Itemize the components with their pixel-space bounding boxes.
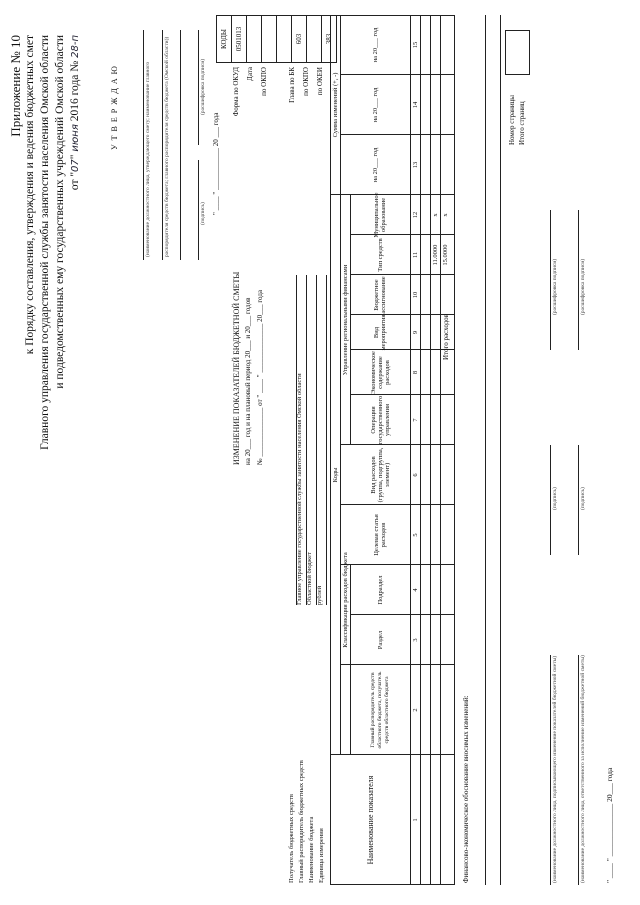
handwritten-day: 07 bbox=[70, 159, 81, 172]
doc-number: № ______________ от " ____ " ______________ 20___ года bbox=[256, 289, 264, 465]
col-sum-header: Сумма изменений (+, -) bbox=[331, 72, 339, 138]
num-10: 10 bbox=[411, 291, 419, 299]
codes-label-2: по ОКПО bbox=[260, 67, 268, 96]
col-podrazdel-header: Подраздел bbox=[376, 575, 384, 605]
sign-line bbox=[578, 445, 579, 555]
row-border bbox=[430, 15, 431, 885]
codes-value-1 bbox=[247, 16, 262, 63]
req-value-3: рублей bbox=[316, 585, 323, 605]
codes-label-5: по ОКПО bbox=[302, 67, 310, 96]
num-8: 8 bbox=[411, 370, 419, 375]
num-2: 2 bbox=[411, 708, 419, 712]
codes-value-5 bbox=[307, 16, 322, 63]
num-13: 13 bbox=[411, 161, 419, 169]
num-11: 11 bbox=[411, 251, 419, 259]
mun-row-2: х bbox=[441, 213, 449, 217]
codes-label-6: по ОКЕИ bbox=[316, 67, 324, 96]
col-operation-header: Операция государственного управления bbox=[369, 395, 391, 445]
num-14: 14 bbox=[411, 101, 419, 109]
num-6: 6 bbox=[411, 473, 419, 477]
col-name-header: Наименование показателя bbox=[365, 775, 375, 865]
codes-value-0: 0501013 bbox=[232, 16, 247, 63]
num-12: 12 bbox=[411, 211, 419, 219]
req-label-0: Получатель бюджетных средств bbox=[288, 794, 295, 883]
approval-line bbox=[180, 30, 181, 260]
req-line bbox=[296, 275, 297, 605]
appendix-line-1: к Порядку составления, утверждения и ведения бюджетных смет bbox=[24, 35, 36, 355]
mun-row-1: х bbox=[431, 213, 439, 217]
sign-caption-b: (подпись) bbox=[580, 487, 586, 510]
codes-value-3 bbox=[277, 16, 292, 63]
col-regional-header: Управление региональными финансами bbox=[341, 264, 349, 376]
page-number-label: Номер страницы bbox=[508, 94, 516, 145]
approval-line bbox=[162, 30, 163, 260]
means-row-2: 15.0000 bbox=[441, 244, 449, 266]
codes-value-6: 383 bbox=[322, 16, 337, 63]
num-4: 4 bbox=[411, 588, 419, 592]
codes-label-4: Глава по БК bbox=[288, 67, 296, 103]
codes-value-2 bbox=[262, 16, 277, 63]
sign-caption-2: (наименование должностного лица, ответственного за исполнение изменений бюджетной сметы) bbox=[580, 655, 586, 883]
codes-value-4: 603 bbox=[292, 16, 307, 63]
page-number-box bbox=[505, 30, 530, 75]
col-codes-header: Коды bbox=[331, 467, 339, 483]
col-year3-header: на 20___ год bbox=[371, 27, 379, 63]
num-3: 3 bbox=[411, 638, 419, 642]
col-event-header: Вид мероприятия bbox=[373, 314, 387, 351]
num-15: 15 bbox=[411, 41, 419, 49]
sign-line bbox=[550, 655, 551, 885]
col-year2-header: на 20___ год bbox=[371, 87, 379, 123]
req-value-2: Областной бюджет bbox=[306, 552, 313, 605]
codes-table bbox=[216, 15, 337, 63]
approval-caption-sign: (подпись) bbox=[200, 202, 206, 225]
num-7: 7 bbox=[411, 418, 419, 422]
justification-line bbox=[500, 15, 501, 885]
col-grbs-header: Главный распорядитель средств областного бюджета, получатель средств областного бюджета bbox=[369, 671, 390, 749]
req-label-3: Единица измерения bbox=[318, 828, 325, 883]
sign-caption-a: (подпись) bbox=[552, 487, 558, 510]
handwritten-number: 28-п bbox=[70, 35, 81, 58]
sign-line bbox=[550, 210, 551, 350]
footer-date: " ____ " ______________ 20___ года bbox=[605, 767, 614, 883]
approval-date: " ____ " ____________ 20 ___ года bbox=[212, 112, 220, 215]
appendix-title: Приложение № 10 bbox=[8, 35, 23, 137]
appendix-line-3: и подведомственных ему государственных учреждений Омской области bbox=[54, 35, 66, 389]
justification-line bbox=[485, 15, 486, 885]
approval-caption-decode: (расшифровка подписи) bbox=[200, 58, 206, 115]
col-means-header: Тип средств bbox=[376, 238, 384, 272]
codes-label-1: Дата bbox=[246, 67, 254, 81]
req-label-1: Главный распорядитель бюджетных средств bbox=[298, 760, 305, 883]
col-municipal-header: Муниципальное образование bbox=[373, 192, 387, 238]
req-line bbox=[326, 275, 327, 605]
codes-header: КОДЫ bbox=[217, 16, 232, 63]
sign-caption-1: (наименование должностного лица, подписывающего изменение показателей бюджетной сметы) bbox=[552, 655, 558, 883]
num-1: 1 bbox=[411, 818, 419, 822]
num-5: 5 bbox=[411, 533, 419, 537]
col-vid-header: Вид расходов (группа, подгруппа, элемент) bbox=[369, 447, 391, 503]
col-class-header: Классификация расходов бюджета bbox=[341, 552, 349, 648]
row-border bbox=[420, 15, 421, 885]
handwritten-month: июня bbox=[70, 124, 81, 152]
req-line bbox=[306, 275, 307, 605]
approval-caption-1: (наименование должностного лица, утверждающего смету; наименование главного bbox=[145, 61, 151, 257]
sign-line bbox=[578, 210, 579, 350]
col-year1-header: на 20___ год bbox=[371, 147, 379, 183]
col-target-header: Целевая статья расходов bbox=[373, 514, 387, 556]
appendix-line-2: Главного управления государственной службы занятости населения Омской области bbox=[39, 35, 51, 450]
decode-caption-b: (расшифровка подписи) bbox=[580, 258, 586, 315]
approval-caption-2: распорядителя средств бюджета; главного распорядителя средств бюджета (Омской области)) bbox=[164, 36, 170, 257]
sign-line bbox=[578, 655, 579, 885]
approval-title: У Т В Е Р Ж Д А Ю bbox=[110, 65, 119, 150]
appendix-line-4: от "07" июня 2016 года № 28-п bbox=[69, 35, 81, 191]
doc-title: ИЗМЕНЕНИЕ ПОКАЗАТЕЛЕЙ БЮДЖЕТНОЙ СМЕТЫ bbox=[232, 271, 241, 465]
means-row-1: 11.0000 bbox=[431, 244, 439, 266]
decode-caption-a: (расшифровка подписи) bbox=[552, 258, 558, 315]
justification-label: Финансово-экономическое обоснование вносимых изменений: bbox=[462, 695, 470, 883]
col-razdel-header: Раздел bbox=[376, 630, 384, 650]
total-pages-label: Итого страниц bbox=[518, 101, 526, 145]
col-econ-header: Экономическое содержание расходов bbox=[369, 351, 391, 394]
approval-decode-line bbox=[198, 30, 199, 145]
approval-line bbox=[143, 30, 144, 260]
codes-label-0: Форма по ОКУД bbox=[232, 67, 240, 117]
req-line bbox=[316, 275, 317, 605]
col-budfin-header: Бюджетное ассигнование bbox=[373, 276, 387, 314]
approval-sign-line bbox=[198, 160, 199, 260]
doc-period: на 20___ год и на плановый период 20___ и 20___ годов bbox=[244, 297, 252, 465]
num-9: 9 bbox=[411, 330, 419, 335]
total-label: Итого расходов bbox=[442, 314, 450, 360]
req-value-1: Главное управление государственной службы занятости населения Омской области bbox=[296, 373, 303, 605]
sign-line bbox=[550, 445, 551, 555]
req-label-2: Наименование бюджета bbox=[308, 816, 315, 883]
row-border bbox=[440, 15, 441, 885]
